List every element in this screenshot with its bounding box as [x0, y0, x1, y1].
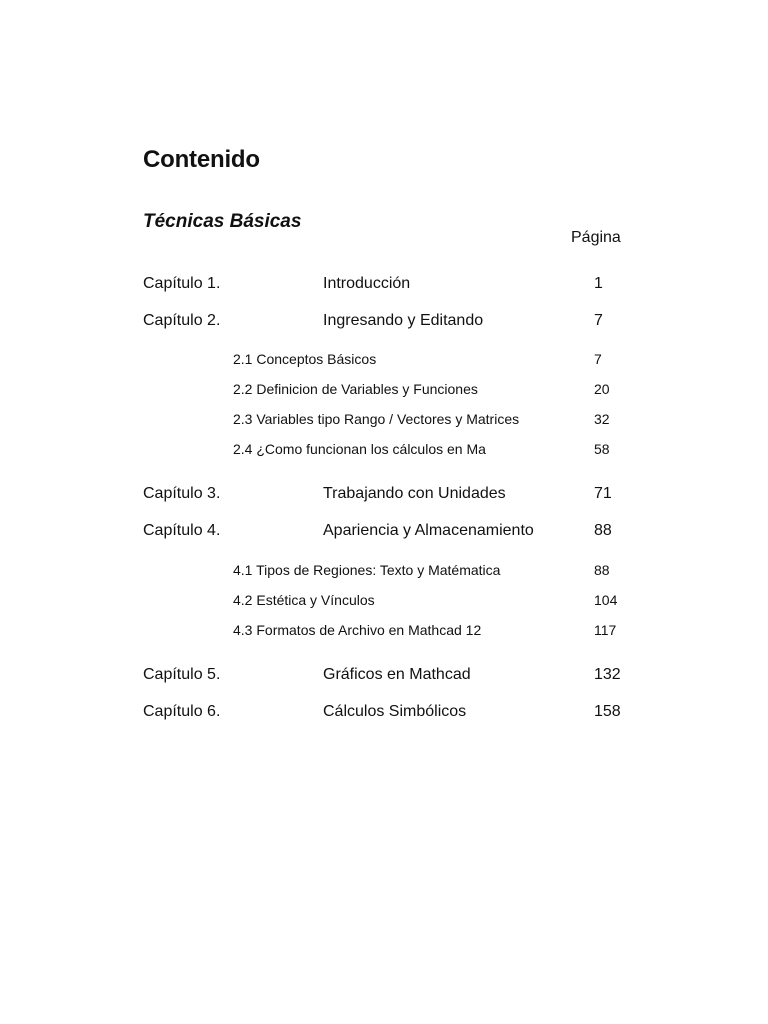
chapter-number: Capítulo 4. [143, 522, 221, 539]
toc-section-row [0, 560, 768, 584]
toc-chapter-row [0, 700, 768, 724]
toc-section-row [0, 349, 768, 373]
chapter-number: Capítulo 2. [143, 312, 221, 329]
section-title: 2.1 Conceptos Básicos [233, 351, 377, 367]
section-subtitle: Técnicas Básicas [143, 211, 302, 232]
section-page: 20 [594, 381, 610, 397]
chapter-number: Capítulo 6. [143, 703, 221, 720]
section-page: 88 [594, 562, 610, 578]
chapter-page: 1 [594, 275, 603, 292]
toc-chapter-row [0, 519, 768, 543]
chapter-title: Trabajando con Unidades [323, 485, 506, 502]
chapter-title: Introducción [323, 275, 411, 292]
section-title: 2.3 Variables tipo Rango / Vectores y Matrices [233, 411, 520, 427]
section-title: 2.4 ¿Como funcionan los cálculos en Ma [233, 441, 486, 457]
toc-chapter-row [0, 663, 768, 687]
section-title: 4.3 Formatos de Archivo en Mathcad 12 [233, 622, 482, 638]
chapter-number: Capítulo 1. [143, 275, 221, 292]
chapter-page: 88 [594, 522, 612, 539]
chapter-title: Cálculos Simbólicos [323, 703, 467, 720]
chapter-number: Capítulo 5. [143, 666, 221, 683]
toc-section-row [0, 409, 768, 433]
toc-section-row [0, 439, 768, 463]
section-title: 2.2 Definicion de Variables y Funciones [233, 381, 478, 397]
section-page: 7 [594, 351, 602, 367]
section-page: 117 [594, 622, 617, 638]
toc-section-row [0, 590, 768, 614]
page-title: Contenido [143, 146, 260, 173]
toc-section-row [0, 620, 768, 644]
chapter-page: 7 [594, 312, 603, 329]
section-page: 104 [594, 592, 618, 608]
section-page: 32 [594, 411, 610, 427]
section-title: 4.2 Estética y Vínculos [233, 592, 375, 608]
page-column-heading: Página [571, 229, 621, 246]
section-title: 4.1 Tipos de Regiones: Texto y Matématica [233, 562, 501, 578]
chapter-page: 132 [594, 666, 621, 683]
section-page: 58 [594, 441, 610, 457]
chapter-page: 71 [594, 485, 612, 502]
chapter-title: Ingresando y Editando [323, 312, 484, 329]
chapter-number: Capítulo 3. [143, 485, 221, 502]
toc-chapter-row [0, 309, 768, 333]
toc-chapter-row [0, 482, 768, 506]
chapter-title: Gráficos en Mathcad [323, 666, 471, 683]
chapter-title: Apariencia y Almacenamiento [323, 522, 534, 539]
toc-chapter-row [0, 272, 768, 296]
toc-section-row [0, 379, 768, 403]
chapter-page: 158 [594, 703, 621, 720]
